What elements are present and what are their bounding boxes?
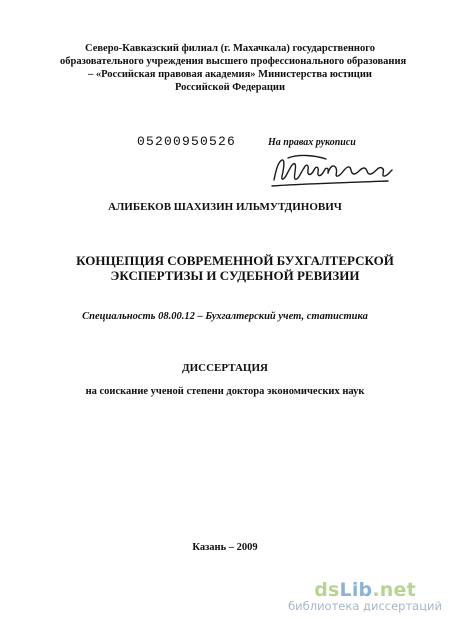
degree-purpose: на соискание ученой степени доктора экономических наук	[85, 386, 365, 397]
institution-line: – «Российская правовая академия» Министерства юстиции	[88, 69, 372, 80]
watermark-ds: ds	[314, 579, 340, 601]
institution-line: Российской Федерации	[174, 82, 286, 93]
speciality-line: Специальность 08.00.12 – Бухгалтерский учет, статистика	[82, 311, 368, 322]
document-type: ДИССЕРТАЦИЯ	[182, 362, 268, 374]
watermark-lib: Lib	[339, 579, 373, 601]
title-line: КОНЦЕПЦИЯ СОВРЕМЕННОЙ БУХГАЛТЕРСКОЙ	[76, 253, 394, 268]
title-line: ЭКСПЕРТИЗЫ И СУДЕБНОЙ РЕВИЗИИ	[110, 268, 360, 283]
handwritten-signature	[268, 150, 396, 190]
institution-line: Северо-Кавказский филиал (г. Махачкала) государственного	[85, 43, 375, 54]
institution-header	[60, 42, 407, 94]
dslib-watermark	[288, 580, 442, 613]
watermark-subtitle: библиотека диссертаций	[288, 599, 442, 613]
serial-number: 05200950526	[137, 134, 237, 149]
manuscript-rights-note: На правах рукописи	[268, 137, 356, 148]
author-name: АЛИБЕКОВ ШАХИЗИН ИЛЬМУТДИНОВИЧ	[108, 201, 342, 213]
institution-line: образовательного учреждения высшего профессионального образования	[60, 56, 407, 67]
watermark-logo	[288, 580, 442, 600]
dissertation-title	[60, 253, 410, 283]
place-and-year: Казань – 2009	[192, 542, 258, 553]
watermark-net: .net	[372, 579, 416, 601]
